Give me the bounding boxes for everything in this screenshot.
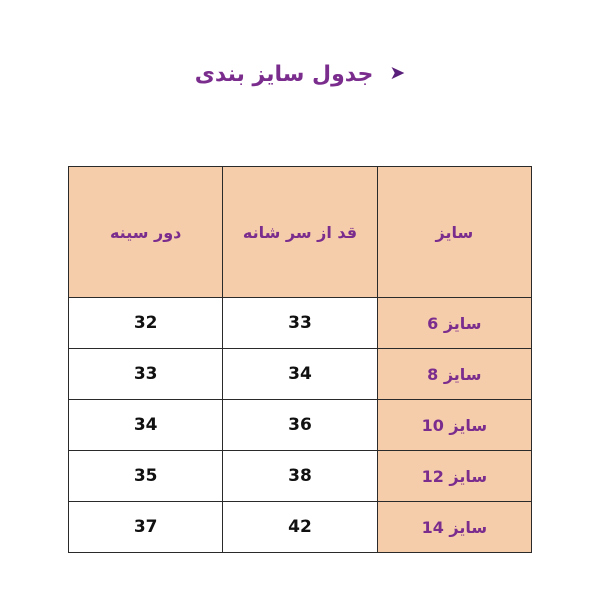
cell-shoulder-length: 34 xyxy=(223,349,377,400)
cell-size: سایز 6 xyxy=(377,298,531,349)
cell-shoulder-length: 33 xyxy=(223,298,377,349)
cell-size: سایز 8 xyxy=(377,349,531,400)
cell-chest: 32 xyxy=(69,298,223,349)
page-title-row xyxy=(0,62,600,87)
table-row xyxy=(69,298,532,349)
cell-size: سایز 12 xyxy=(377,451,531,502)
table-row xyxy=(69,349,532,400)
cell-size: سایز 10 xyxy=(377,400,531,451)
arrow-bullet-icon: ➤ xyxy=(389,62,406,84)
column-header-size: سایز xyxy=(377,167,531,298)
table-header-row xyxy=(69,167,532,298)
cell-size: سایز 14 xyxy=(377,502,531,553)
cell-chest: 35 xyxy=(69,451,223,502)
table-row xyxy=(69,502,532,553)
column-header-shoulder-length: قد از سر شانه xyxy=(223,167,377,298)
cell-shoulder-length: 42 xyxy=(223,502,377,553)
size-table xyxy=(68,166,532,553)
cell-shoulder-length: 38 xyxy=(223,451,377,502)
page-title: جدول سایز بندی xyxy=(194,62,374,87)
table-header xyxy=(69,167,532,298)
table-body xyxy=(69,298,532,553)
table-row xyxy=(69,400,532,451)
table-row xyxy=(69,451,532,502)
cell-chest: 33 xyxy=(69,349,223,400)
cell-chest: 34 xyxy=(69,400,223,451)
column-header-chest: دور سینه xyxy=(69,167,223,298)
cell-chest: 37 xyxy=(69,502,223,553)
cell-shoulder-length: 36 xyxy=(223,400,377,451)
